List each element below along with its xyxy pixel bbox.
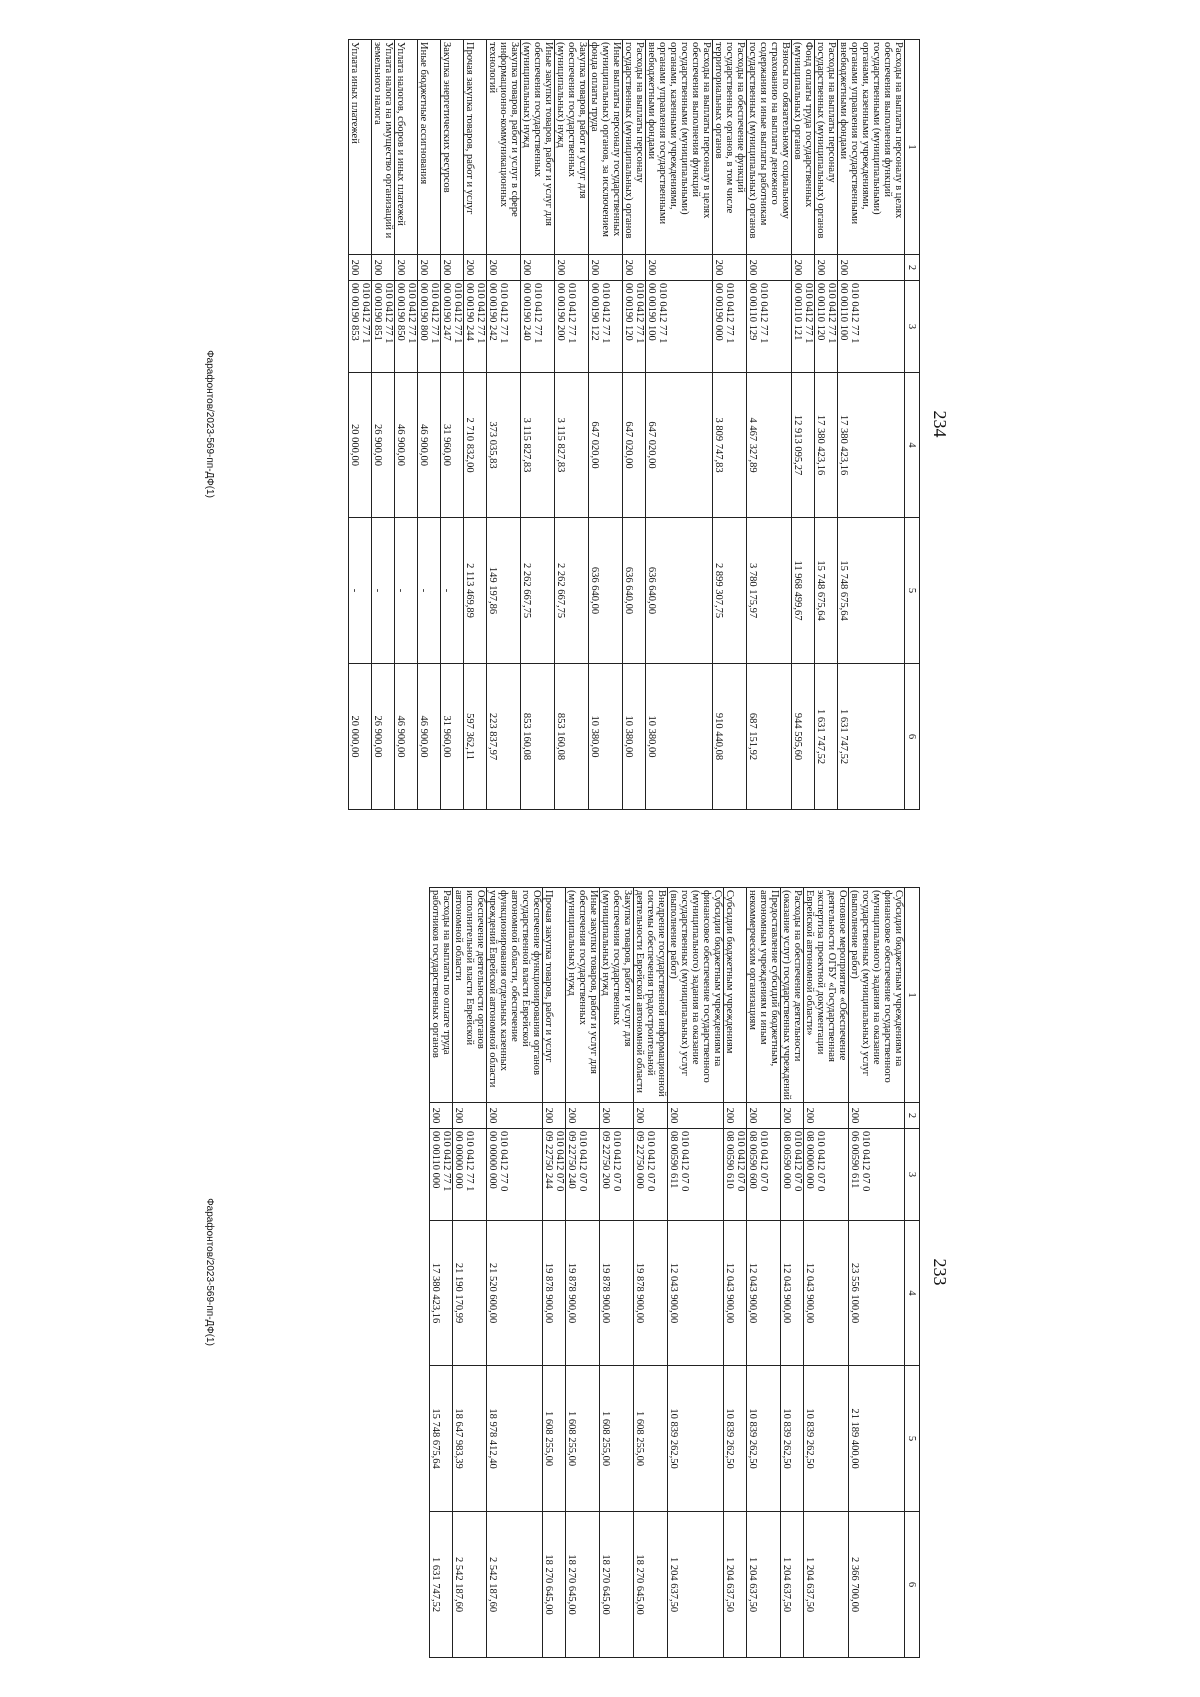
- row-name-cell: Обеспечение деятельности органов исполнительной власти Еврейской автономной области: [453, 888, 487, 1103]
- row-value-col6: 2 366 700,00: [849, 1512, 905, 1658]
- row-value-col6: 910 440,08: [713, 664, 747, 810]
- row-name-cell: Закупка товаров, работ и услуг для обеспечения государственных (муниципальных) нужд: [600, 888, 634, 1103]
- row-name-cell: Обеспечение функционирования органов государственной власти Еврейской автономной области, обеспечение функционирования отдельных казенных учреждений Еврейской автономной области: [487, 888, 543, 1103]
- table-header-row: [905, 40, 920, 810]
- row-code-cell: 200: [487, 255, 521, 281]
- row-name-cell: Расходы на выплаты персоналу государственных (муниципальных) органов: [623, 40, 646, 255]
- row-value-col4: 12 043 900,00: [668, 1221, 724, 1366]
- table-row: [600, 888, 634, 1658]
- row-kbk-cell: 010 0412 77 1 00 00000 000: [453, 1129, 487, 1221]
- row-code-cell: 200: [781, 1103, 804, 1129]
- table-row: [349, 40, 372, 810]
- row-kbk-cell: 010 0412 07 0 09 22750 200: [600, 1129, 634, 1221]
- row-value-col5: 1 608 255,00: [634, 1366, 668, 1512]
- row-kbk-cell: 010 0412 77 1 00 00190 100: [646, 281, 713, 373]
- row-code-cell: 200: [566, 1103, 600, 1129]
- column-header-3: 3: [905, 1129, 920, 1221]
- row-name-cell: Иные закупки товаров, работ и услуг для обеспечения государственных (муниципальных) нужд: [521, 40, 555, 255]
- table-row: [555, 40, 589, 810]
- row-code-cell: 200: [372, 255, 395, 281]
- row-value-col5: 2 899 307,75: [713, 518, 747, 664]
- row-code-cell: 200: [792, 255, 815, 281]
- row-value-col6: 1 204 637,50: [804, 1512, 849, 1658]
- row-value-col6: 1 204 637,50: [724, 1512, 747, 1658]
- row-value-col6: 10 380,00: [646, 664, 713, 810]
- row-value-col4: 647 020,00: [623, 373, 646, 518]
- row-value-col6: 1 631 747,52: [430, 1512, 453, 1658]
- row-kbk-cell: 010 0412 77 1 00 00190 240: [521, 281, 555, 373]
- row-value-col6: 18 270 645,00: [600, 1512, 634, 1658]
- row-name-cell: Иные закупки товаров, работ и услуг для обеспечения государственных (муниципальных) нужд: [566, 888, 600, 1103]
- row-value-col4: 3 809 747,83: [713, 373, 747, 518]
- row-value-col6: 26 900,00: [372, 664, 395, 810]
- row-value-col6: 10 380,00: [623, 664, 646, 810]
- row-value-col5: 15 748 675,64: [815, 518, 838, 664]
- row-value-col4: 12 043 900,00: [804, 1221, 849, 1366]
- row-code-cell: 200: [600, 1103, 634, 1129]
- row-value-col4: 17 380 423,16: [815, 373, 838, 518]
- column-header-5: 5: [905, 1366, 920, 1512]
- row-code-cell: 200: [441, 255, 464, 281]
- table-body: [430, 888, 905, 1658]
- row-value-col5: 15 748 675,64: [430, 1366, 453, 1512]
- table-row: [747, 888, 781, 1658]
- row-code-cell: 200: [589, 255, 623, 281]
- table-header-row: [905, 888, 920, 1658]
- row-kbk-cell: 010 0412 07 0 08 00590 610: [724, 1129, 747, 1221]
- row-code-cell: 200: [634, 1103, 668, 1129]
- row-value-col5: 10 839 262,50: [804, 1366, 849, 1512]
- table-row: [395, 40, 418, 810]
- row-code-cell: 200: [543, 1103, 566, 1129]
- row-name-cell: Расходы на выплаты персоналу государственных (муниципальных) органов: [815, 40, 838, 255]
- row-kbk-cell: 010 0412 77 1 00 00190 122: [589, 281, 623, 373]
- row-kbk-cell: 010 0412 77 0 00 00000 000: [487, 1129, 543, 1221]
- row-value-col4: 17 380 423,16: [838, 373, 905, 518]
- row-value-col5: 2 262 667,75: [555, 518, 589, 664]
- column-header-4: 4: [905, 1221, 920, 1366]
- row-name-cell: Взносы по обязательному социальному страхованию на выплаты денежного содержания и иные выплаты работникам государственных (муниципальных) органов: [747, 40, 792, 255]
- row-value-col4: 647 020,00: [589, 373, 623, 518]
- row-name-cell: Субсидии бюджетным учреждениям на финансовое обеспечение государственного (муниципального) задания на оказание государственных (муниципальных) услуг (выполнение работ): [668, 888, 724, 1103]
- row-kbk-cell: 010 0412 77 1 00 00190 853: [349, 281, 372, 373]
- row-kbk-cell: 010 0412 77 1 00 00110 120: [815, 281, 838, 373]
- row-value-col5: 18 647 983,39: [453, 1366, 487, 1512]
- row-value-col5: -: [372, 518, 395, 664]
- row-code-cell: 200: [430, 1103, 453, 1129]
- row-kbk-cell: 010 0412 77 1 00 00110 129: [747, 281, 792, 373]
- row-kbk-cell: 010 0412 77 1 00 00190 200: [555, 281, 589, 373]
- row-value-col4: 21 520 600,00: [487, 1221, 543, 1366]
- column-header-6: 6: [905, 664, 920, 810]
- page-233: [0, 848, 1200, 1697]
- row-value-col5: -: [349, 518, 372, 664]
- row-value-col4: 23 556 100,00: [849, 1221, 905, 1366]
- row-value-col5: 1 608 255,00: [566, 1366, 600, 1512]
- row-value-col6: 46 900,00: [395, 664, 418, 810]
- row-code-cell: 200: [464, 255, 487, 281]
- column-header-2: 2: [905, 1103, 920, 1129]
- row-value-col5: 21 189 400,00: [849, 1366, 905, 1512]
- row-value-col4: 373 035,83: [487, 373, 521, 518]
- row-value-col6: 46 900,00: [418, 664, 441, 810]
- row-kbk-cell: 010 0412 07 0 08 00000 000: [804, 1129, 849, 1221]
- row-value-col5: 10 839 262,50: [781, 1366, 804, 1512]
- row-name-cell: Закупка товаров, работ и услуг для обеспечения государственных (муниципальных) нужд: [555, 40, 589, 255]
- row-code-cell: 200: [453, 1103, 487, 1129]
- row-code-cell: 200: [849, 1103, 905, 1129]
- row-value-col6: 1 204 637,50: [747, 1512, 781, 1658]
- row-value-col6: 1 631 747,52: [815, 664, 838, 810]
- budget-table: [429, 887, 920, 1658]
- column-header-6: 6: [905, 1512, 920, 1658]
- row-kbk-cell: 010 0412 77 1 00 00190 850: [395, 281, 418, 373]
- row-name-cell: Фонд оплаты труда государственных (муниципальных) органов: [792, 40, 815, 255]
- table-row: [372, 40, 395, 810]
- column-header-5: 5: [905, 518, 920, 664]
- row-value-col4: 4 467 327,89: [747, 373, 792, 518]
- row-value-col6: 687 151,92: [747, 664, 792, 810]
- row-value-col5: 2 113 469,89: [464, 518, 487, 664]
- row-code-cell: 200: [623, 255, 646, 281]
- table-row: [792, 40, 815, 810]
- row-value-col5: 3 780 175,97: [747, 518, 792, 664]
- row-name-cell: Закупка товаров, работ и услуг в сфере информационно-коммуникационных технологий: [487, 40, 521, 255]
- row-kbk-cell: 010 0412 07 0 08 00590 611: [668, 1129, 724, 1221]
- row-value-col5: 149 197,86: [487, 518, 521, 664]
- table-row: [543, 888, 566, 1658]
- column-header-3: 3: [905, 281, 920, 373]
- row-name-cell: Расходы на обеспечение деятельности (оказание услуг) государственных учреждений: [781, 888, 804, 1103]
- row-value-col6: 31 960,00: [441, 664, 464, 810]
- row-kbk-cell: 010 0412 07 0 09 22750 244: [543, 1129, 566, 1221]
- row-name-cell: Прочая закупка товаров, работ и услуг: [464, 40, 487, 255]
- row-name-cell: Расходы на выплаты персоналу в целях обеспечения выполнения функций государственными (муниципальными) органами, казенными учреждениями, органами управления государственными внебюджетными фондами: [646, 40, 713, 255]
- table-body: [349, 40, 905, 810]
- row-name-cell: Основное мероприятие «Обеспечение деятельности ОГБУ «Государственная экспертиза проектной документации Еврейской автономной области»: [804, 888, 849, 1103]
- row-value-col5: 636 640,00: [589, 518, 623, 664]
- row-value-col4: 46 900,00: [418, 373, 441, 518]
- row-kbk-cell: 010 0412 77 1 00 00190 247: [441, 281, 464, 373]
- table-row: [487, 888, 543, 1658]
- row-kbk-cell: 010 0412 07 0 06 00590 611: [849, 1129, 905, 1221]
- row-value-col5: -: [418, 518, 441, 664]
- row-kbk-cell: 010 0412 77 1 00 00110 000: [430, 1129, 453, 1221]
- row-code-cell: 200: [395, 255, 418, 281]
- page-234: [0, 0, 1200, 848]
- row-code-cell: 200: [418, 255, 441, 281]
- row-value-col4: 12 043 900,00: [747, 1221, 781, 1366]
- table-row: [623, 40, 646, 810]
- row-value-col4: 12 043 900,00: [781, 1221, 804, 1366]
- page-233-rotated-content: [50, 887, 970, 1657]
- row-kbk-cell: 010 0412 77 1 00 00110 121: [792, 281, 815, 373]
- row-kbk-cell: 010 0412 77 1 00 00190 800: [418, 281, 441, 373]
- row-name-cell: Уплата иных платежей: [349, 40, 372, 255]
- row-value-col4: 19 878 900,00: [634, 1221, 668, 1366]
- row-value-col5: 10 839 262,50: [668, 1366, 724, 1512]
- row-value-col5: 2 262 667,75: [521, 518, 555, 664]
- row-value-col4: 46 900,00: [395, 373, 418, 518]
- row-code-cell: 200: [646, 255, 713, 281]
- column-header-2: 2: [905, 255, 920, 281]
- row-value-col6: 223 837,97: [487, 664, 521, 810]
- row-value-col6: 853 160,08: [555, 664, 589, 810]
- row-code-cell: 200: [804, 1103, 849, 1129]
- footer-doc-code: Фарафонтов/2023-569-пп-ДФ(1): [204, 1198, 215, 1346]
- row-kbk-cell: 010 0412 77 1 00 00190 242: [487, 281, 521, 373]
- row-value-col6: 2 542 187,60: [487, 1512, 543, 1658]
- row-name-cell: Закупка энергетических ресурсов: [441, 40, 464, 255]
- table-row: [441, 40, 464, 810]
- row-value-col6: 1 204 637,50: [668, 1512, 724, 1658]
- row-name-cell: Предоставление субсидий бюджетным, автономным учреждениям и иным некоммерческим организациям: [747, 888, 781, 1103]
- row-name-cell: Уплата налога на имущество организаций и земельного налога: [372, 40, 395, 255]
- table-row: [521, 40, 555, 810]
- row-value-col6: 10 380,00: [589, 664, 623, 810]
- row-code-cell: 200: [555, 255, 589, 281]
- row-kbk-cell: 010 0412 77 1 00 00190 244: [464, 281, 487, 373]
- row-value-col4: 19 878 900,00: [543, 1221, 566, 1366]
- row-value-col5: 10 839 262,50: [724, 1366, 747, 1512]
- table-row: [634, 888, 668, 1658]
- row-value-col4: 3 115 827,83: [521, 373, 555, 518]
- row-code-cell: 200: [838, 255, 905, 281]
- row-name-cell: Внедрение государственной информационной системы обеспечения градостроительной деятельности Еврейской автономной области: [634, 888, 668, 1103]
- row-code-cell: 200: [747, 1103, 781, 1129]
- table-row: [464, 40, 487, 810]
- row-value-col4: 31 960,00: [441, 373, 464, 518]
- row-code-cell: 200: [713, 255, 747, 281]
- column-header-4: 4: [905, 373, 920, 518]
- row-value-col5: 1 608 255,00: [543, 1366, 566, 1512]
- row-value-col5: 1 608 255,00: [600, 1366, 634, 1512]
- table-row: [418, 40, 441, 810]
- row-kbk-cell: 010 0412 77 1 00 00190 120: [623, 281, 646, 373]
- row-name-cell: Уплата налогов, сборов и иных платежей: [395, 40, 418, 255]
- row-name-cell: Расходы на обеспечение функций государственных органов, в том числе территориальных органов: [713, 40, 747, 255]
- row-code-cell: 200: [747, 255, 792, 281]
- row-value-col4: 12 043 900,00: [724, 1221, 747, 1366]
- table-row: [646, 40, 713, 810]
- table-row: [487, 40, 521, 810]
- table-row: [781, 888, 804, 1658]
- row-value-col4: 26 900,00: [372, 373, 395, 518]
- row-value-col5: 11 968 499,67: [792, 518, 815, 664]
- row-code-cell: 200: [724, 1103, 747, 1129]
- row-kbk-cell: 010 0412 07 0 08 00590 000: [781, 1129, 804, 1221]
- budget-table: [348, 39, 920, 810]
- row-code-cell: 200: [487, 1103, 543, 1129]
- row-value-col6: 853 160,08: [521, 664, 555, 810]
- row-value-col4: 3 115 827,83: [555, 373, 589, 518]
- table-row: [815, 40, 838, 810]
- row-code-cell: 200: [521, 255, 555, 281]
- row-value-col4: 647 020,00: [646, 373, 713, 518]
- row-name-cell: Расходы на выплаты персоналу в целях обеспечения выполнения функций государственными (муниципальными) органами, казенными учреждениями, органами управления государственными внебюджетными фондами: [838, 40, 905, 255]
- row-kbk-cell: 010 0412 07 0 09 22750 240: [566, 1129, 600, 1221]
- row-value-col5: 10 839 262,50: [747, 1366, 781, 1512]
- table-row: [724, 888, 747, 1658]
- row-code-cell: 200: [815, 255, 838, 281]
- row-value-col4: 17 380 423,16: [430, 1221, 453, 1366]
- row-value-col6: 1 631 747,52: [838, 664, 905, 810]
- row-value-col6: 597 362,11: [464, 664, 487, 810]
- row-value-col6: 2 542 187,60: [453, 1512, 487, 1658]
- row-code-cell: 200: [668, 1103, 724, 1129]
- row-value-col5: 636 640,00: [646, 518, 713, 664]
- row-value-col5: -: [441, 518, 464, 664]
- page-number: 234: [930, 410, 950, 438]
- table-row: [430, 888, 453, 1658]
- row-value-col4: 12 913 095,27: [792, 373, 815, 518]
- row-code-cell: 200: [349, 255, 372, 281]
- row-value-col4: 19 878 900,00: [566, 1221, 600, 1366]
- row-value-col4: 20 000,00: [349, 373, 372, 518]
- row-name-cell: Расходы на выплаты по оплате труда работников государственных органов: [430, 888, 453, 1103]
- row-name-cell: Иные выплаты персоналу государственных (муниципальных) органов, за исключением фонда оплаты труда: [589, 40, 623, 255]
- row-value-col4: 2 710 832,00: [464, 373, 487, 518]
- row-name-cell: Прочая закупка товаров, работ и услуг: [543, 888, 566, 1103]
- table-row: [453, 888, 487, 1658]
- table-row: [713, 40, 747, 810]
- row-value-col6: 18 270 645,00: [543, 1512, 566, 1658]
- page-234-rotated-content: [50, 39, 970, 809]
- row-value-col5: 636 640,00: [623, 518, 646, 664]
- row-value-col5: 18 978 412,40: [487, 1366, 543, 1512]
- row-value-col4: 19 878 900,00: [600, 1221, 634, 1366]
- row-name-cell: Субсидии бюджетным учреждениям: [724, 888, 747, 1103]
- row-value-col6: 18 270 645,00: [634, 1512, 668, 1658]
- row-kbk-cell: 010 0412 07 0 09 22750 000: [634, 1129, 668, 1221]
- row-value-col6: 944 595,60: [792, 664, 815, 810]
- row-kbk-cell: 010 0412 77 1 00 00190 000: [713, 281, 747, 373]
- row-kbk-cell: 010 0412 07 0 08 00590 600: [747, 1129, 781, 1221]
- row-kbk-cell: 010 0412 77 1 00 00110 100: [838, 281, 905, 373]
- row-value-col6: 18 270 645,00: [566, 1512, 600, 1658]
- column-header-1: 1: [905, 888, 920, 1103]
- column-header-1: 1: [905, 40, 920, 255]
- row-value-col6: 1 204 637,50: [781, 1512, 804, 1658]
- row-name-cell: Субсидии бюджетным учреждениям на финансовое обеспечение государственного (муниципального) задания на оказание государственных (муниципальных) услуг (выполнение работ): [849, 888, 905, 1103]
- table-row: [849, 888, 905, 1658]
- row-kbk-cell: 010 0412 77 1 00 00190 851: [372, 281, 395, 373]
- table-row: [838, 40, 905, 810]
- table-row: [747, 40, 792, 810]
- row-value-col6: 20 000,00: [349, 664, 372, 810]
- table-row: [668, 888, 724, 1658]
- page-number: 233: [930, 1258, 950, 1286]
- row-value-col5: -: [395, 518, 418, 664]
- row-value-col5: 15 748 675,64: [838, 518, 905, 664]
- table-row: [566, 888, 600, 1658]
- row-name-cell: Иные бюджетные ассигнования: [418, 40, 441, 255]
- table-row: [589, 40, 623, 810]
- footer-doc-code: Фарафонтов/2023-569-пп-ДФ(1): [204, 350, 215, 498]
- table-row: [804, 888, 849, 1658]
- row-value-col4: 21 190 170,99: [453, 1221, 487, 1366]
